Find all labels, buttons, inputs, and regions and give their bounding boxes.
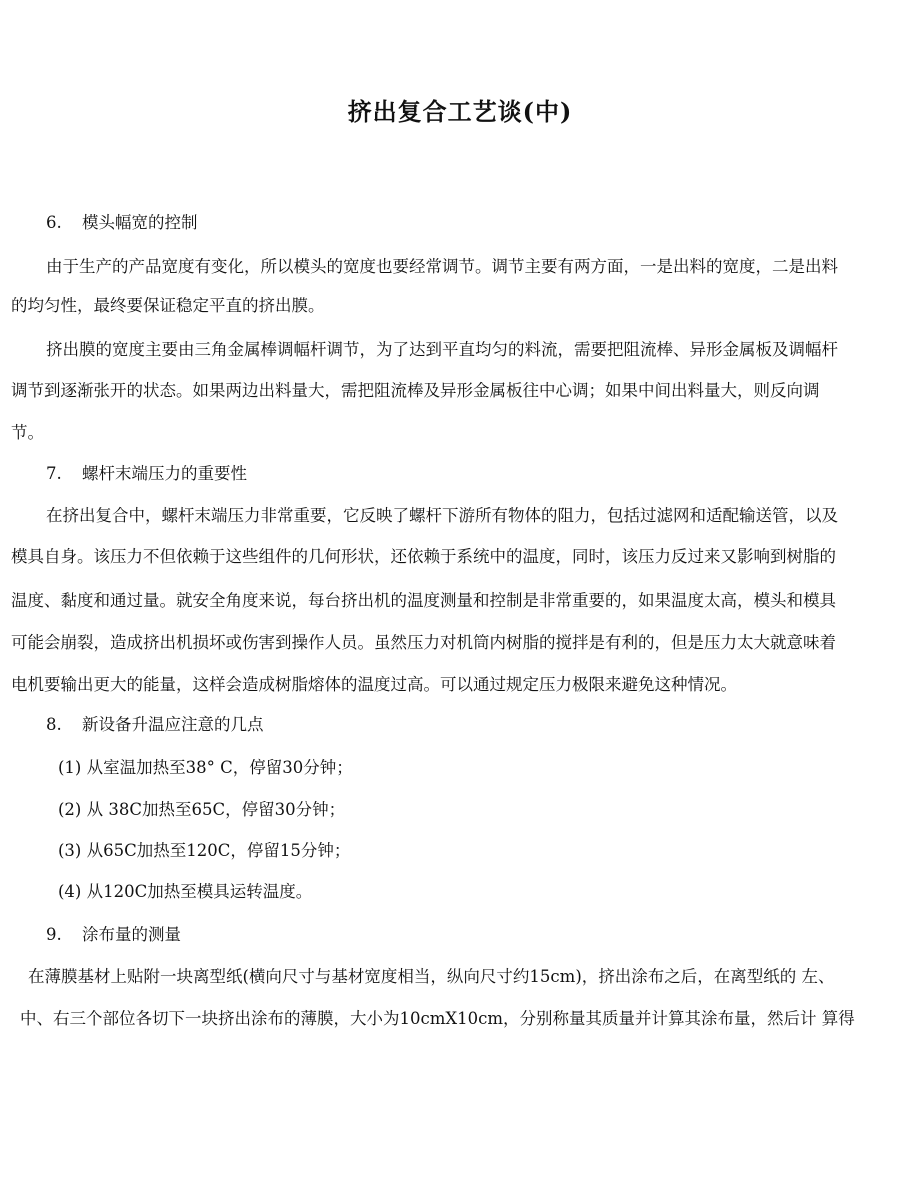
- paragraph-line: 在薄膜基材上贴附一块离型纸(横向尺寸与基材宽度相当，纵向尺寸约15cm)，挤出涂布之后，在离型纸的 左、: [28, 967, 835, 986]
- section-heading-9: [46, 924, 181, 946]
- paragraph-line: 的均匀性，最终要保证稳定平直的挤出膜。: [11, 296, 325, 315]
- section-heading-text: 模头幅宽的控制: [82, 213, 198, 232]
- paragraph-line: 节。: [11, 423, 44, 442]
- section-number: 9.: [46, 925, 62, 944]
- section-heading-8: [46, 714, 264, 736]
- section-number: 8.: [46, 715, 62, 734]
- paragraph-line: 在挤出复合中，螺杆末端压力非常重要，它反映了螺杆下游所有物体的阻力，包括过滤网和适配输送管，以及: [46, 506, 838, 525]
- section-number: 7.: [46, 464, 62, 483]
- section-heading-7: [46, 463, 247, 485]
- paragraph-line: 挤出膜的宽度主要由三角金属棒调幅杆调节，为了达到平直均匀的料流，需要把阻流棒、异形金属板及调幅杆: [46, 340, 838, 359]
- document-title: 挤出复合工艺谈(中): [347, 97, 573, 126]
- paragraph-line: 模具自身。该压力不但依赖于这些组件的几何形状，还依赖于系统中的温度，同时，该压力反过来又影响到树脂的: [11, 547, 836, 566]
- list-item: (3) 从65C加热至120C，停留15分钟；: [58, 841, 351, 860]
- section-number: 6.: [46, 213, 62, 232]
- section-heading-text: 新设备升温应注意的几点: [82, 715, 264, 734]
- list-item: (2) 从 38C加热至65C，停留30分钟；: [58, 800, 346, 819]
- section-heading-text: 涂布量的测量: [82, 925, 181, 944]
- paragraph-line: 可能会崩裂，造成挤出机损坏或伤害到操作人员。虽然压力对机筒内树脂的搅拌是有利的，但是压力太大就意味着: [11, 633, 836, 652]
- paragraph-line: 中、右三个部位各切下一块挤出涂布的薄膜，大小为10cmX10cm，分别称量其质量并计算其涂布量，然后计 算得: [20, 1009, 855, 1028]
- list-item: (1) 从室温加热至38° C，停留30分钟；: [58, 758, 353, 777]
- paragraph-line: 温度、黏度和通过量。就安全角度来说，每台挤出机的温度测量和控制是非常重要的，如果温度太高，模头和模具: [11, 591, 836, 610]
- list-item: (4) 从120C加热至模具运转温度。: [58, 882, 313, 901]
- section-heading-6: [46, 212, 198, 234]
- section-heading-text: 螺杆末端压力的重要性: [82, 464, 247, 483]
- paragraph-line: 电机要输出更大的能量，这样会造成树脂熔体的温度过高。可以通过规定压力极限来避免这种情况。: [11, 675, 737, 694]
- paragraph-line: 调节到逐渐张开的状态。如果两边出料量大，需把阻流棒及异形金属板往中心调；如果中间出料量大，则反向调: [11, 381, 820, 400]
- paragraph-line: 由于生产的产品宽度有变化，所以模头的宽度也要经常调节。调节主要有两方面，一是出料的宽度，二是出料: [46, 257, 838, 276]
